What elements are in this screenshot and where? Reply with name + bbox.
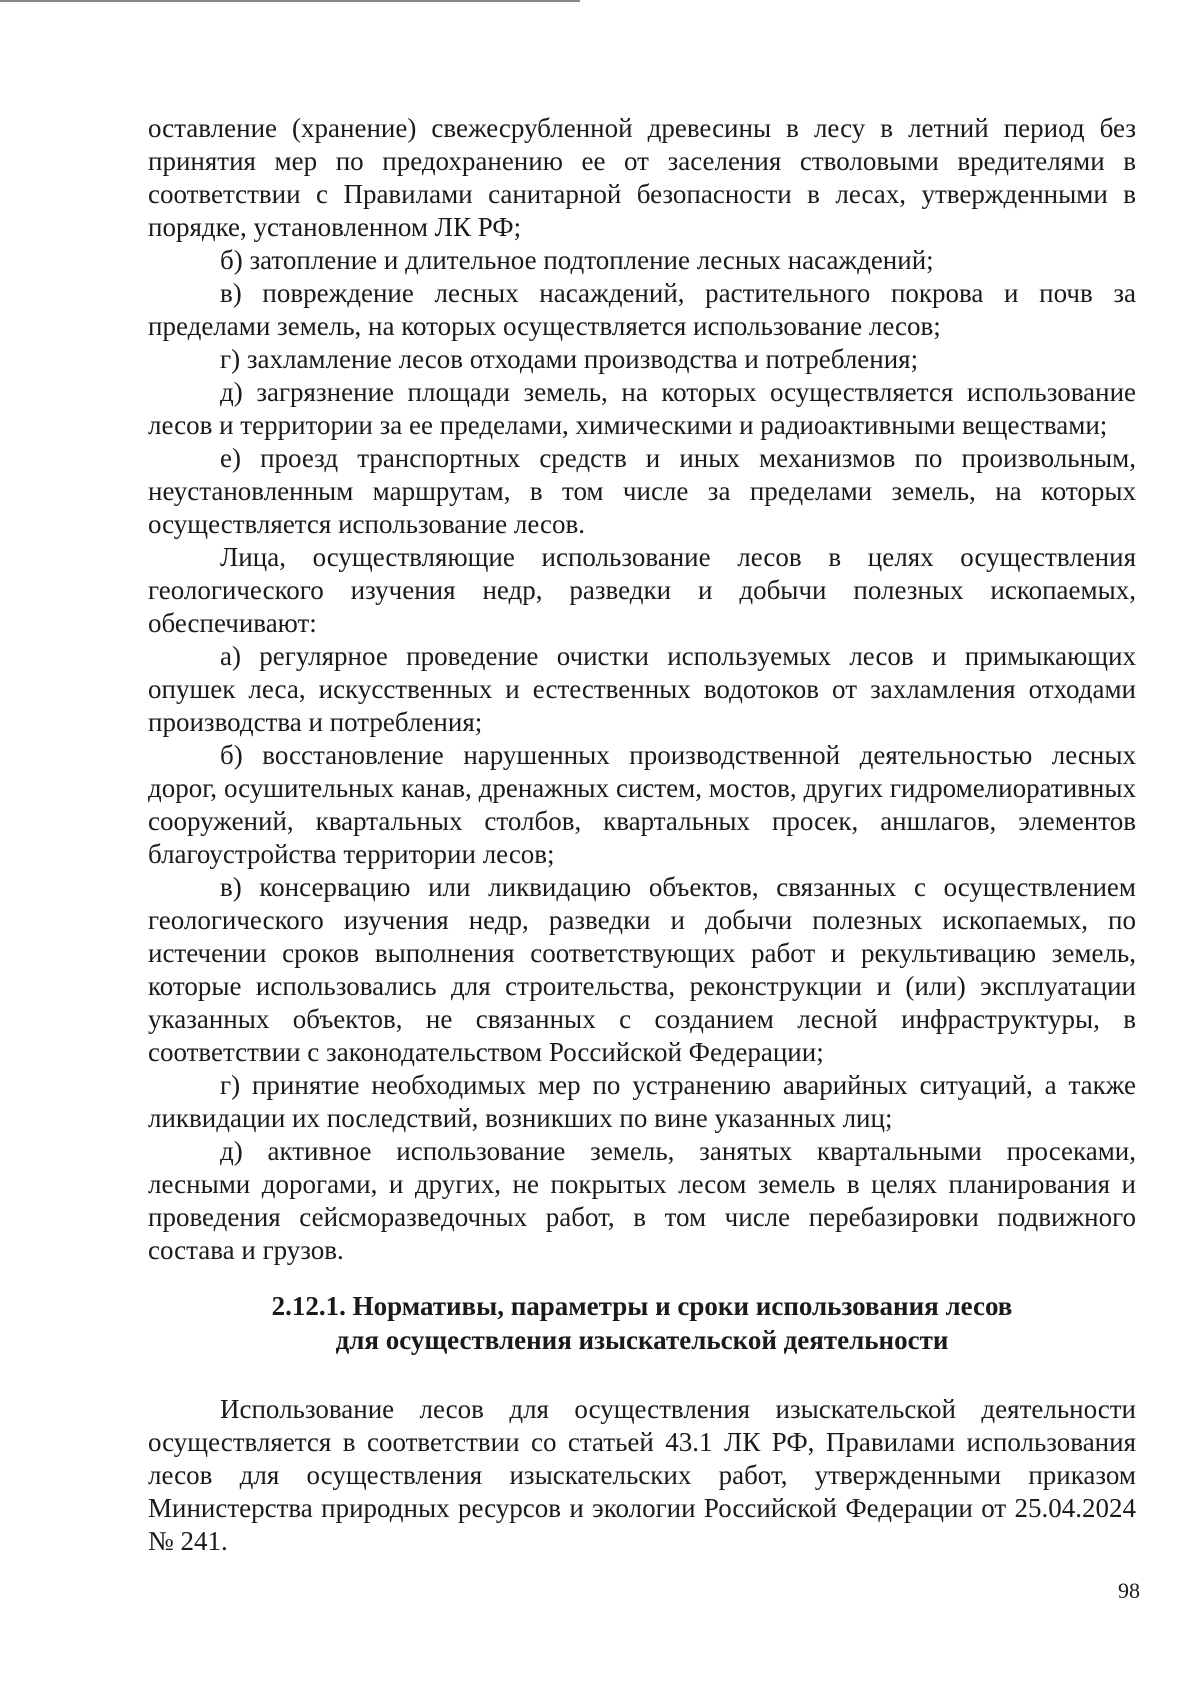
list-item-v-conservation: в) консервацию или ликвидацию объектов, связанных с осуществлением геологического изучения недр, разведки и добычи полезных ископаемых, по истечении сроков выполнения соответствующих работ и рекультивацию земель, которые использовались для строительства, реконструкции и (или) эксплуатации указанных объектов, не связанных с созданием лесной инфраструктуры, в соответствии с законодательством Российской Федерации;	[148, 872, 1136, 1067]
paragraph-persons-obligations: Лица, осуществляющие использование лесов в целях осуществления геологического изучения недр, разведки и добычи полезных ископаемых, обеспечивают:	[148, 542, 1136, 638]
list-item-b-flooding: б) затопление и длительное подтопление лесных насаждений;	[220, 245, 934, 275]
list-item-e-vehicles: е) проезд транспортных средств и иных механизмов по произвольным, неустановленным маршрутам, в том числе за пределами земель, на которых осуществляется использование лесов.	[148, 443, 1136, 539]
list-item-d-land-use: д) активное использование земель, занятых квартальными просеками, лесными дорогами, и других, не покрытых лесом земель в целях планирования и проведения сейсморазведочных работ, в том числе перебазировки подвижного состава и грузов.	[148, 1136, 1136, 1265]
body-text-top	[148, 112, 1136, 1267]
document-page	[148, 112, 1136, 1558]
paragraph-survey-activity: Использование лесов для осуществления изыскательской деятельности осуществляется в соответствии со статьей 43.1 ЛК РФ, Правилами использования лесов для осуществления изыскательских работ, утвержденными приказом Министерства природных ресурсов и экологии Российской Федерации от 25.04.2024 № 241.	[148, 1394, 1136, 1556]
section-heading	[148, 1289, 1136, 1357]
list-item-g-emergency: г) принятие необходимых мер по устранению аварийных ситуаций, а также ликвидации их последствий, возникших по вине указанных лиц;	[148, 1070, 1136, 1133]
list-item-v-damage: в) повреждение лесных насаждений, растительного покрова и почв за пределами земель, на которых осуществляется использование лесов;	[148, 278, 1136, 341]
section-heading-line1: 2.12.1. Нормативы, параметры и сроки использования лесов	[271, 1291, 1013, 1321]
section-heading-line2: для осуществления изыскательской деятельности	[335, 1325, 949, 1355]
body-text-bottom	[148, 1393, 1136, 1558]
list-item-a-cleaning: а) регулярное проведение очистки используемых лесов и примыкающих опушек леса, искусственных и естественных водотоков от захламления отходами производства и потребления;	[148, 641, 1136, 737]
paragraph-continuation: оставление (хранение) свежесрубленной древесины в лесу в летний период без принятия мер по предохранению ее от заселения стволовыми вредителями в соответствии с Правилами санитарной безопасности в лесах, утвержденными в порядке, установленном ЛК РФ;	[148, 113, 1136, 242]
list-item-d-pollution: д) загрязнение площади земель, на которых осуществляется использование лесов и территории за ее пределами, химическими и радиоактивными веществами;	[148, 377, 1136, 440]
page-number: 98	[1118, 1578, 1140, 1603]
scan-edge-line	[0, 0, 580, 2]
list-item-g-littering: г) захламление лесов отходами производства и потребления;	[220, 344, 919, 374]
list-item-b-restoration: б) восстановление нарушенных производственной деятельностью лесных дорог, осушительных канав, дренажных систем, мостов, других гидромелиоративных сооружений, квартальных столбов, квартальных просек, аншлагов, элементов благоустройства территории лесов;	[148, 740, 1136, 869]
